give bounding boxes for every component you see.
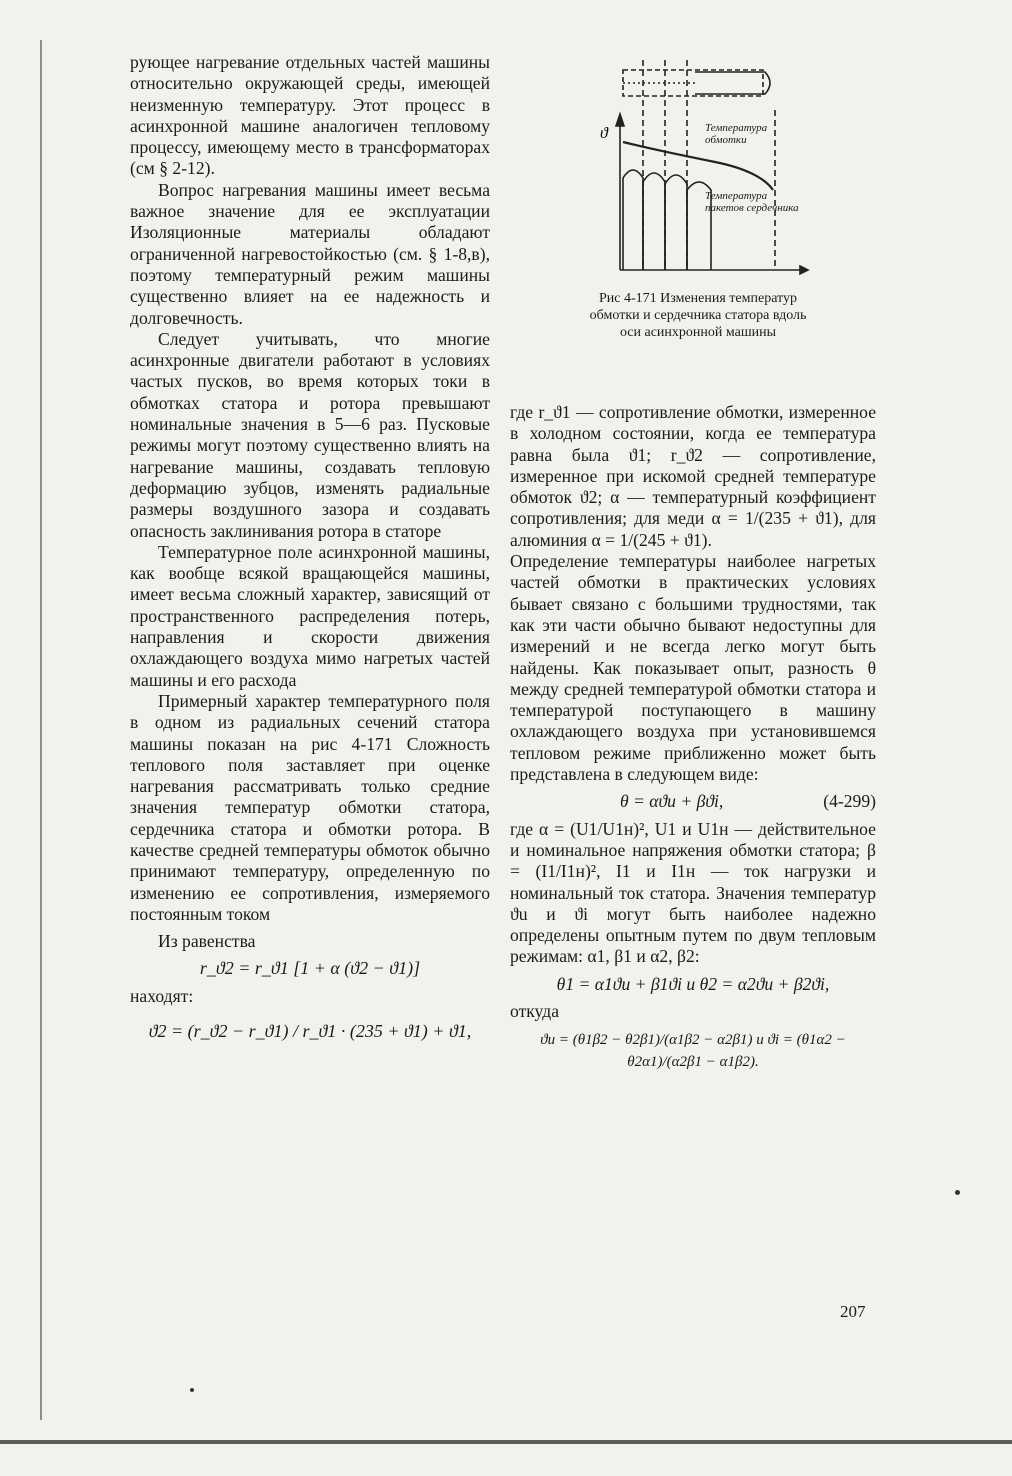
equation-4-299 — [510, 791, 876, 812]
core-temperature-curve — [665, 175, 687, 270]
figure-label-winding: Температура обмотки — [705, 122, 768, 146]
left-paragraph: Примерный характер температурного поля в одном из радиальных сечений статора машины показан на рис 4-171 Сложность теплового поля заставляет при оценке нагревания рассматривать только средние значения температур обмотки статора, сердечника статора и обмотки ротора. В качестве средней температуры обмоток обычно принимают температуру, определенную по изменению ее сопротивления, измеряемого постоянным током — [130, 690, 490, 924]
y-axis-arrow-icon — [616, 114, 624, 126]
solution-formula: ϑu = (θ1β2 − θ2β1)/(α1β2 − α2β1) и ϑi = (θ1α2 − θ2α1)/(α2β1 − α1β2). — [540, 1032, 846, 1070]
page-bottom-edge — [0, 1440, 1012, 1444]
end-winding — [695, 72, 770, 94]
page-number: 207 — [840, 1302, 866, 1321]
left-paragraph: Из равенства — [158, 931, 256, 952]
equation-body: θ = αϑu + βϑi, — [620, 791, 724, 812]
right-paragraph: где α = (U1/U1н)², U1 и U1н — действительное и номинальное напряжения обмотки статора; β = (I1/I1н)², I1 и I1н — ток нагрузки и номинальный ток статора. Значения температур ϑu и ϑi могут быть наиболее надежно определены опытным путем по двум тепловым режимам: α1, β1 и α2, β2: — [510, 818, 876, 967]
left-text-column — [130, 52, 490, 1048]
page-binding-edge — [40, 40, 42, 1420]
equation-number: (4-299) — [823, 791, 876, 812]
figure-label-core: Температура пакетов сердечника — [705, 190, 799, 214]
core-temperature-curve — [623, 170, 643, 270]
left-paragraph: находят: — [130, 985, 194, 1006]
figure-axis-label: ϑ — [600, 125, 608, 142]
left-paragraph: рующее нагревание отдельных частей машины относительно окружающей среды, имеющей неизменную температуру. Этот процесс в асинхронной машине аналогичен тепловому процессу, имеющему место в трансформаторах (см § 2-12). — [130, 52, 490, 179]
left-paragraph: Вопрос нагревания машины имеет весьма важное значение для ее эксплуатации Изоляционные материалы обладают ограниченной нагревостойкостью (см. § 1-8,в), поэтому температурный режим машины существенно влияет на ее надежность и долговечность. — [130, 179, 490, 328]
ink-speck — [190, 1388, 194, 1392]
temperature-figure — [595, 50, 810, 280]
core-temperature-curve — [643, 173, 665, 270]
left-paragraph: Следует учитывать, что многие асинхронные двигатели работают в условиях частых пусков, во время которых токи в обмотках статора и ротора превышают номинальные значения в 5—6 раз. Пусковые режимы могут поэтому существенно влиять на нагревание машины, создавать тепловую деформацию зубцов, изменять радиальные размеры воздушного зазора и создавать опасность заклинивания ротора в статоре — [130, 328, 490, 541]
right-text-column — [510, 402, 876, 1079]
right-paragraph: откуда — [510, 1001, 560, 1022]
temperature-formula: ϑ2 = (r_ϑ2 − r_ϑ1) / r_ϑ1 · (235 + ϑ1) + ϑ1, — [148, 1021, 472, 1042]
regime-equations: θ1 = α1ϑu + β1ϑi и θ2 = α2ϑu + β2ϑi, — [556, 973, 830, 994]
x-axis-arrow-icon — [800, 266, 808, 274]
figure-caption: Рис 4-171 Изменения температур обмотки и сердечника статора вдоль оси асинхронной машины — [589, 291, 807, 340]
left-paragraph: Температурное поле асинхронной машины, как вообще всякой вращающейся машины, имеет весьма сложный характер, зависящий от пространственного распределения потерь, направления и скорости движения охлаждающего воздуха мимо нагретых частей машины и его расхода — [130, 541, 490, 690]
right-paragraph: где r_ϑ1 — сопротивление обмотки, измеренное в холодном состоянии, когда ее температура равна была ϑ1; r_ϑ2 — сопротивление, измеренное при искомой средней температуре обмоток ϑ2; α — температурный коэффициент сопротивления; для меди α = 1/(235 + ϑ1), для алюминия α = 1/(245 + ϑ1). — [510, 402, 876, 550]
right-paragraph: Определение температуры наиболее нагретых частей обмотки в практических условиях бывает связано с большими трудностями, так как эти части обычно бывают недоступны для измерений и не всегда легко могут быть найдены. Как показывает опыт, разность θ между средней температурой обмотки статора и температурой поступающего в машину охлаждающего воздуха при установившемся тепловом режиме приближенно может быть представлена в следующем виде: — [510, 551, 876, 785]
resistance-formula: r_ϑ2 = r_ϑ1 [1 + α (ϑ2 − ϑ1)] — [199, 958, 421, 979]
ink-speck — [955, 1190, 960, 1195]
